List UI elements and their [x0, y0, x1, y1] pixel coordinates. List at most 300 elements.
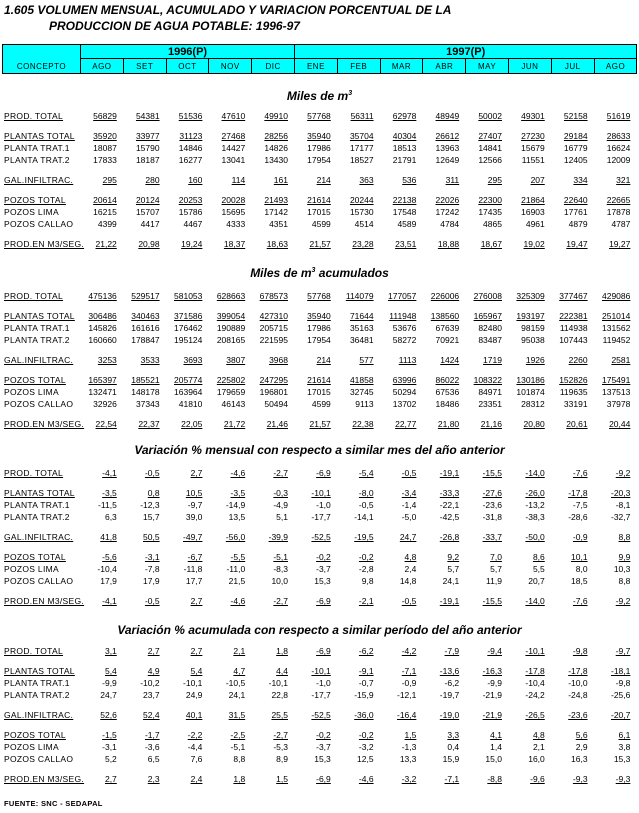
table-cell: 6,5 [147, 754, 160, 764]
table-cell: -52,5 [311, 532, 331, 542]
table-cell: 14841 [478, 143, 502, 153]
month-header: AGO [81, 59, 124, 74]
table-cell: 50494 [264, 399, 288, 409]
table-cell: 8,8 [233, 754, 246, 764]
table-cell: 62978 [392, 111, 417, 121]
table-cell: -6,9 [316, 468, 331, 478]
table-cell: 17833 [93, 155, 117, 165]
table-cell: 2,7 [190, 646, 203, 656]
table-cell: 84971 [478, 387, 502, 397]
table-cell: 15707 [135, 207, 160, 217]
table-cell: 5,7 [490, 564, 502, 574]
table-cell: 17,9 [100, 576, 117, 586]
table-cell: -9,6 [530, 774, 545, 784]
table-cell: 50,5 [143, 532, 160, 542]
table-cell: 4417 [140, 219, 160, 229]
table-cell: 2,7 [190, 596, 203, 606]
table-cell: 7,0 [490, 552, 502, 562]
table-cell: 82480 [478, 323, 502, 333]
table-row [2, 290, 636, 302]
table-row [2, 551, 636, 563]
table-cell: 17986 [307, 323, 331, 333]
table-cell: 40304 [392, 131, 417, 141]
row-label: POZOS CALLAO [4, 219, 74, 229]
table-cell: 53676 [392, 323, 417, 333]
table-row [2, 154, 636, 166]
table-cell: 18087 [93, 143, 117, 153]
table-cell: 15,7 [143, 512, 160, 522]
table-cell: 3,1 [104, 646, 117, 656]
table-cell: 20,61 [566, 419, 588, 429]
table-cell: 17548 [392, 207, 417, 217]
table-cell: 33191 [563, 399, 588, 409]
table-cell: 137513 [601, 387, 631, 397]
table-cell: 35163 [349, 323, 374, 333]
table-cell: 22,8 [271, 690, 288, 700]
table-cell: 36481 [349, 335, 374, 345]
table-cell: 23,51 [395, 239, 417, 249]
table-cell: 4351 [269, 219, 288, 229]
table-cell: 39,0 [185, 512, 203, 522]
table-cell: -9,8 [572, 646, 588, 656]
table-cell: 18,5 [571, 576, 588, 586]
table-cell: -39,9 [268, 532, 288, 542]
table-cell: 2581 [611, 355, 631, 365]
table-cell: -4,4 [187, 742, 203, 752]
table-cell: 10,3 [613, 564, 631, 574]
table-cell: 35704 [349, 131, 374, 141]
table-cell: 427310 [259, 311, 288, 321]
section-table [2, 645, 636, 785]
row-label: POZOS TOTAL [4, 195, 66, 205]
row-label: PLANTA TRAT.2 [4, 512, 70, 522]
table-cell: 23351 [478, 399, 502, 409]
table-cell: 4,8 [404, 552, 417, 562]
table-cell: 18486 [435, 399, 460, 409]
table-cell: -5,3 [273, 742, 288, 752]
table-cell: 306486 [88, 311, 117, 321]
table-cell: -6,9 [316, 596, 331, 606]
month-header: ENE [295, 59, 338, 74]
section-title: Miles de $m^3$ acumulados [250, 266, 389, 280]
table-cell: -17,8 [525, 666, 545, 676]
table-cell: -1,5 [102, 730, 117, 740]
table-cell: -0,2 [316, 730, 331, 740]
month-header: JUL [551, 59, 594, 74]
table-cell: 1926 [525, 355, 545, 365]
table-cell: 17142 [264, 207, 288, 217]
table-cell: -9,3 [615, 774, 631, 784]
table-cell: 5,5 [532, 564, 545, 574]
table-cell: -3,1 [102, 742, 117, 752]
table-cell: 214 [316, 175, 331, 185]
table-cell: 20614 [93, 195, 117, 205]
table-cell: -1,3 [401, 742, 417, 752]
table-cell: 179659 [216, 387, 246, 397]
table-cell: 3253 [97, 355, 117, 365]
table-cell: -0,5 [401, 596, 417, 606]
table-cell: 17761 [563, 207, 588, 217]
table-cell: 20,98 [138, 239, 160, 249]
table-cell: 20,80 [523, 419, 545, 429]
table-cell: -9,7 [615, 646, 631, 656]
table-cell: -14,0 [525, 596, 545, 606]
table-cell: -12,1 [397, 690, 417, 700]
table-cell: -10,1 [311, 488, 331, 498]
table-cell: 8,0 [575, 564, 588, 574]
table-cell: -38,3 [525, 512, 545, 522]
row-label: PROD.EN M3/SEG. [4, 419, 85, 429]
table-cell: -9,8 [615, 678, 631, 688]
section-table [2, 110, 636, 250]
table-cell: -17,7 [311, 512, 331, 522]
table-cell: 18,37 [223, 239, 246, 249]
table-cell: 14846 [178, 143, 203, 153]
table-cell: 19,47 [566, 239, 588, 249]
row-label: POZOS LIMA [4, 207, 59, 217]
table-cell: -6,7 [187, 552, 203, 562]
table-cell: -27,6 [482, 488, 502, 498]
month-header: OCT [166, 59, 209, 74]
table-cell: 28312 [521, 399, 545, 409]
section-table [2, 290, 636, 430]
table-cell: 17015 [307, 207, 331, 217]
table-cell: 295 [102, 175, 117, 185]
table-cell: 377467 [559, 291, 588, 301]
table-cell: 24,7 [399, 532, 417, 542]
year-1997-header: 1997(P) [295, 45, 637, 59]
table-cell: 1,5 [404, 730, 417, 740]
table-cell: 18,63 [266, 239, 288, 249]
table-cell: 190889 [216, 323, 246, 333]
table-cell: 5,2 [104, 754, 117, 764]
table-cell: 529517 [131, 291, 160, 301]
table-cell: -8,3 [273, 564, 288, 574]
table-row [2, 677, 636, 689]
table-cell: 35920 [93, 131, 117, 141]
table-cell: -10,4 [97, 564, 117, 574]
table-cell: -11,8 [183, 564, 203, 574]
table-cell: 17435 [478, 207, 502, 217]
table-cell: 2,1 [233, 646, 246, 656]
table-cell: -49,7 [183, 532, 203, 542]
table-row [2, 310, 636, 322]
table-cell: -10,5 [225, 678, 246, 688]
table-cell: 16215 [93, 207, 117, 217]
table-cell: -7,9 [444, 646, 460, 656]
table-cell: -1,0 [316, 678, 331, 688]
table-cell: 15786 [178, 207, 203, 217]
table-cell: -24,2 [525, 690, 545, 700]
table-cell: -3,2 [358, 742, 374, 752]
table-cell: 475136 [88, 291, 117, 301]
table-cell: 28256 [264, 131, 288, 141]
table-cell: 20124 [135, 195, 160, 205]
table-cell: -3,7 [316, 564, 331, 574]
table-cell: 340463 [131, 311, 160, 321]
table-cell: 16,3 [571, 754, 588, 764]
table-row [2, 218, 636, 230]
table-cell: 225802 [216, 375, 246, 385]
table-cell: -3,4 [401, 488, 417, 498]
table-cell: -0,7 [358, 678, 374, 688]
table-cell: 1113 [398, 355, 417, 365]
table-cell: 31,5 [228, 710, 246, 720]
row-label: PROD. TOTAL [4, 468, 64, 478]
table-cell: 18513 [392, 143, 417, 153]
table-row [2, 487, 636, 499]
section-table [2, 467, 636, 607]
table-cell: -19,1 [439, 468, 460, 478]
table-cell: 15,3 [613, 754, 631, 764]
table-cell: 21864 [521, 195, 545, 205]
table-cell: -2,7 [273, 730, 288, 740]
table-row [2, 418, 636, 430]
table-cell: -26,5 [525, 710, 545, 720]
table-cell: 13,5 [228, 512, 246, 522]
table-cell: 138560 [430, 311, 460, 321]
table-cell: 165397 [88, 375, 117, 385]
table-cell: 17,7 [185, 576, 203, 586]
table-cell: 8,9 [276, 754, 288, 764]
table-cell: 581053 [174, 291, 203, 301]
table-cell: 577 [359, 355, 374, 365]
table-cell: 114938 [559, 323, 588, 333]
section-title: Miles de $m^3$ [286, 89, 353, 103]
table-cell: 161 [273, 175, 288, 185]
table-cell: -0,2 [316, 552, 331, 562]
table-cell: -26,8 [439, 532, 460, 542]
table-cell: -23,6 [482, 500, 502, 510]
table-cell: 27468 [221, 131, 246, 141]
table-cell: 37343 [135, 399, 160, 409]
table-cell: 195124 [174, 335, 203, 345]
table-cell: -19,5 [354, 532, 374, 542]
table-cell: 17242 [435, 207, 460, 217]
table-cell: 22026 [435, 195, 460, 205]
table-cell: 107443 [559, 335, 588, 345]
table-cell: 6,1 [618, 730, 631, 740]
table-cell: -26,0 [525, 488, 545, 498]
table-cell: 31123 [179, 131, 203, 141]
row-label: PROD. TOTAL [4, 111, 64, 121]
table-cell: 160 [188, 175, 203, 185]
table-cell: 14826 [264, 143, 288, 153]
row-label: PROD. TOTAL [4, 291, 64, 301]
table-cell: -22,1 [439, 500, 460, 510]
table-cell: 4599 [311, 399, 331, 409]
table-cell: 24,1 [228, 690, 246, 700]
table-row [2, 334, 636, 346]
section-title: Variación % acumulada con respecto a similar período del año anterior [117, 623, 522, 637]
table-cell: 152826 [559, 375, 588, 385]
table-cell: 119452 [602, 335, 631, 345]
table-cell: 7,6 [190, 754, 203, 764]
table-cell: 16779 [563, 143, 588, 153]
month-header: NOV [209, 59, 252, 74]
table-cell: -12,3 [140, 500, 160, 510]
table-cell: 4,1 [490, 730, 502, 740]
table-cell: -4,6 [358, 774, 374, 784]
table-cell: 2,7 [147, 646, 160, 656]
table-cell: 17015 [307, 387, 331, 397]
table-cell: 13041 [221, 155, 246, 165]
table-cell: -7,6 [572, 596, 588, 606]
table-cell: 2260 [568, 355, 588, 365]
table-cell: 4333 [226, 219, 246, 229]
table-cell: 15,0 [485, 754, 502, 764]
table-cell: 4879 [568, 219, 588, 229]
table-cell: 334 [573, 175, 588, 185]
table-cell: -0,5 [144, 468, 160, 478]
table-cell: 2,4 [190, 774, 203, 784]
table-cell: 13702 [392, 399, 417, 409]
table-title [4, 2, 451, 34]
table-cell: 4865 [483, 219, 502, 229]
table-cell: -1,7 [144, 730, 160, 740]
table-cell: 17177 [349, 143, 374, 153]
table-cell: -15,9 [354, 690, 374, 700]
table-cell: 5,4 [104, 666, 117, 676]
table-cell: -6,2 [358, 646, 374, 656]
table-row [2, 354, 636, 366]
table-cell: -1,0 [316, 500, 331, 510]
table-cell: 9,9 [618, 552, 631, 562]
table-cell: 22,38 [352, 419, 374, 429]
row-label: POZOS TOTAL [4, 552, 66, 562]
table-cell: 5,7 [447, 564, 460, 574]
table-cell: 21614 [307, 195, 331, 205]
table-cell: -7,5 [572, 500, 588, 510]
table-cell: 52,4 [143, 710, 160, 720]
table-row [2, 575, 636, 587]
table-cell: 14427 [221, 143, 246, 153]
row-label: POZOS TOTAL [4, 730, 66, 740]
table-cell: 4467 [183, 219, 203, 229]
table-cell: 20,7 [528, 576, 545, 586]
table-cell: 628663 [216, 291, 246, 301]
table-cell: 41810 [178, 399, 203, 409]
table-cell: 10,0 [271, 576, 288, 586]
table-cell: 429086 [601, 291, 631, 301]
table-cell: 226006 [430, 291, 460, 301]
table-cell: -3,6 [144, 742, 160, 752]
table-cell: -0,2 [358, 730, 374, 740]
table-cell: 536 [402, 175, 417, 185]
table-cell: 2,1 [532, 742, 545, 752]
table-cell: -14,9 [225, 500, 246, 510]
table-cell: 23,28 [352, 239, 374, 249]
section-title: Variación % mensual con respecto a similar mes del año anterior [134, 443, 505, 457]
table-cell: 41858 [349, 375, 374, 385]
month-header: DIC [252, 59, 295, 74]
table-cell: 130186 [516, 375, 545, 385]
table-cell: 4399 [97, 219, 117, 229]
table-cell: -33,7 [482, 532, 502, 542]
table-cell: -2,8 [358, 564, 374, 574]
table-cell: -7,6 [572, 468, 588, 478]
table-cell: -2,7 [273, 468, 288, 478]
table-cell: 18,67 [480, 239, 502, 249]
table-cell: 24,7 [100, 690, 117, 700]
table-cell: -4,1 [102, 468, 117, 478]
table-cell: 177057 [388, 291, 417, 301]
table-row [2, 142, 636, 154]
table-cell: 57768 [307, 111, 331, 121]
table-cell: -5,1 [273, 552, 288, 562]
row-label: PROD.EN M3/SEG. [4, 774, 85, 784]
table-cell: 21,57 [309, 239, 331, 249]
table-cell: 4787 [611, 219, 631, 229]
table-cell: 15730 [349, 207, 374, 217]
table-cell: -9,4 [487, 646, 502, 656]
table-cell: -11,5 [98, 500, 117, 510]
table-cell: 119635 [559, 387, 588, 397]
table-cell: -3,1 [144, 552, 160, 562]
table-cell: 16624 [606, 143, 631, 153]
row-label: PLANTAS TOTAL [4, 131, 75, 141]
row-label: PLANTA TRAT.1 [4, 500, 70, 510]
table-cell: 50294 [392, 387, 417, 397]
table-cell: -10,0 [568, 678, 588, 688]
table-cell: 22,05 [181, 419, 203, 429]
source-note: FUENTE: SNC - SEDAPAL [4, 799, 103, 808]
table-row [2, 174, 636, 186]
table-cell: 101874 [516, 387, 545, 397]
table-row [2, 689, 636, 701]
table-cell: 185521 [131, 375, 160, 385]
table-cell: -50,0 [525, 532, 545, 542]
table-cell: -1,4 [401, 500, 417, 510]
table-cell: 12009 [606, 155, 631, 165]
table-cell: 20028 [221, 195, 246, 205]
table-row [2, 511, 636, 523]
table-cell: 12405 [563, 155, 588, 165]
month-header: MAR [380, 59, 423, 74]
table-cell: 23,7 [143, 690, 160, 700]
table-cell: 5,4 [190, 666, 203, 676]
row-label: POZOS LIMA [4, 742, 59, 752]
table-cell: 37978 [606, 399, 631, 409]
table-cell: 321 [616, 175, 631, 185]
table-cell: 15,3 [314, 754, 331, 764]
table-cell: 21,80 [437, 419, 460, 429]
row-label: PLANTAS TOTAL [4, 311, 75, 321]
table-cell: 311 [445, 175, 460, 185]
table-cell: -2,5 [230, 730, 246, 740]
table-row [2, 322, 636, 334]
table-cell: -9,9 [102, 678, 117, 688]
table-cell: -19,1 [439, 596, 460, 606]
table-cell: 3,3 [447, 730, 460, 740]
table-cell: -8,8 [487, 774, 502, 784]
row-label: POZOS LIMA [4, 387, 59, 397]
row-label: GAL.INFILTRAC. [4, 175, 74, 185]
table-cell: 21493 [264, 195, 288, 205]
table-cell: -6,2 [444, 678, 460, 688]
table-cell: -19,0 [439, 710, 460, 720]
year-1996-header: 1996(P) [81, 45, 295, 59]
table-cell: 22640 [563, 195, 588, 205]
table-cell: 16277 [178, 155, 203, 165]
table-cell: 8,6 [532, 552, 545, 562]
table-cell: 678573 [259, 291, 288, 301]
table-cell: 26612 [435, 131, 460, 141]
table-cell: 17954 [307, 335, 331, 345]
table-cell: 148178 [131, 387, 160, 397]
table-cell: 12649 [435, 155, 460, 165]
table-cell: 28633 [606, 131, 631, 141]
